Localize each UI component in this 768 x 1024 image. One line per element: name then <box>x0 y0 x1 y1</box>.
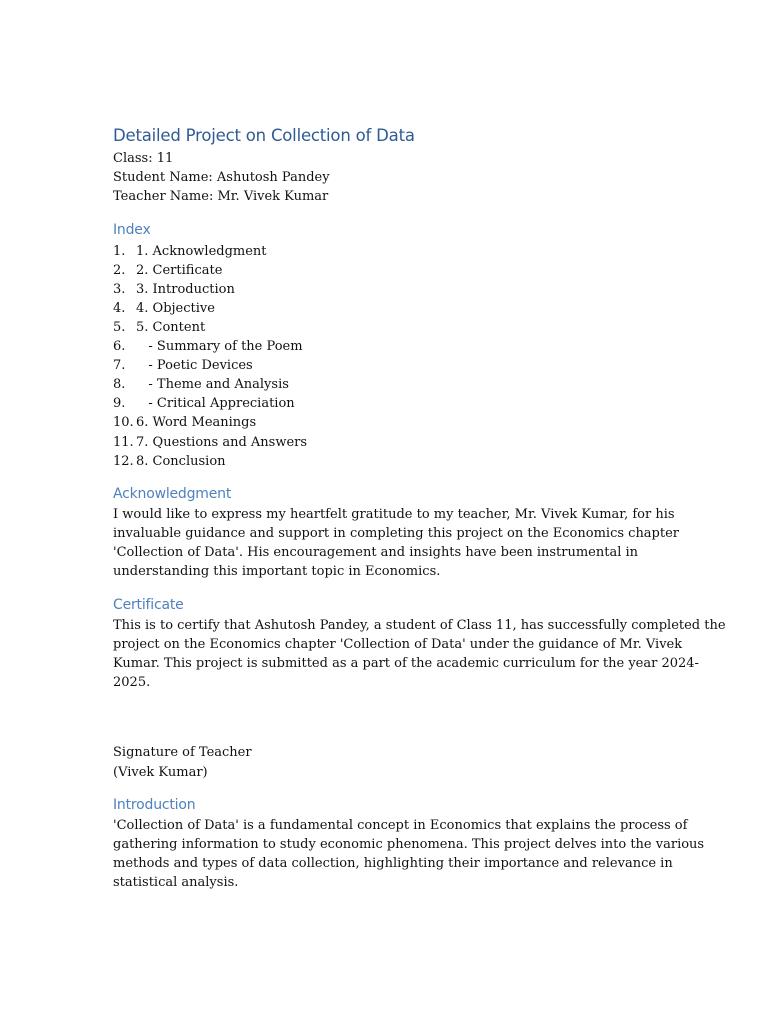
list-item-number: 4. <box>113 300 126 316</box>
list-item <box>113 242 658 261</box>
list-item-number: 6. <box>113 339 126 355</box>
index-list <box>113 242 658 471</box>
certificate-heading: Certificate <box>113 596 184 613</box>
student-name-line: Student Name: Ashutosh Pandey <box>113 170 330 186</box>
list-item-number: 3. <box>113 281 126 297</box>
list-item <box>113 452 658 471</box>
introduction-paragraph <box>113 816 705 893</box>
acknowledgment-paragraph <box>113 505 680 582</box>
list-item-number: 10. <box>113 415 134 431</box>
paragraph-line: methods and types of data collection, highlighting their importance and relevance in <box>113 856 673 872</box>
teacher-name-line: Teacher Name: Mr. Vivek Kumar <box>113 189 329 205</box>
introduction-heading: Introduction <box>113 796 196 813</box>
paragraph-line: 'Collection of Data' is a fundamental concept in Economics that explains the process of <box>113 817 688 833</box>
paragraph-line: project on the Economics chapter 'Collection of Data' under the guidance of Mr. Vivek <box>113 636 683 652</box>
list-item-number: 11. <box>113 434 134 450</box>
document-title: Detailed Project on Collection of Data <box>113 126 415 145</box>
document-page <box>113 124 726 893</box>
list-item <box>113 299 658 318</box>
list-item-number: 8. <box>113 377 126 393</box>
list-item-text: 6. Word Meanings <box>136 415 257 431</box>
list-item <box>113 280 658 299</box>
list-item <box>113 337 658 356</box>
list-item <box>113 318 658 337</box>
list-item <box>113 433 658 452</box>
list-item-number: 1. <box>113 243 126 259</box>
list-item-number: 2. <box>113 262 126 278</box>
list-item-text: - Theme and Analysis <box>136 377 289 393</box>
list-item <box>113 394 658 413</box>
list-item-text: 2. Certificate <box>136 262 223 278</box>
signature-label: Signature of Teacher <box>113 745 252 761</box>
list-item-text: 3. Introduction <box>136 281 235 297</box>
paragraph-line: 'Collection of Data'. His encouragement and insights have been instrumental in <box>113 545 639 561</box>
signature-name: (Vivek Kumar) <box>113 764 208 780</box>
list-item-text: - Summary of the Poem <box>136 339 303 355</box>
list-item-text: 7. Questions and Answers <box>136 434 308 450</box>
certificate-paragraph <box>113 616 726 693</box>
paragraph-line: 2025. <box>113 675 151 691</box>
list-item-number: 12. <box>113 453 134 469</box>
list-item-text: - Critical Appreciation <box>136 396 295 412</box>
list-item-text: - Poetic Devices <box>136 358 253 374</box>
paragraph-line: gathering information to study economic phenomena. This project delves into the various <box>113 836 705 852</box>
certificate-section <box>113 595 726 782</box>
list-item <box>113 375 658 394</box>
acknowledgment-heading: Acknowledgment <box>113 485 232 502</box>
list-item-text: 5. Content <box>136 319 206 335</box>
signature-block <box>113 743 658 781</box>
paragraph-line: Kumar. This project is submitted as a part of the academic curriculum for the year 2024- <box>113 655 699 671</box>
paragraph-line: I would like to express my heartfelt gratitude to my teacher, Mr. Vivek Kumar, for his <box>113 506 675 522</box>
list-item-number: 5. <box>113 319 126 335</box>
class-line: Class: 11 <box>113 151 174 166</box>
list-item <box>113 413 658 432</box>
acknowledgment-section <box>113 484 680 582</box>
list-item-number: 7. <box>113 358 126 374</box>
list-item <box>113 356 658 375</box>
introduction-section <box>113 795 705 893</box>
index-heading: Index <box>113 221 151 238</box>
list-item-text: 8. Conclusion <box>136 453 226 469</box>
list-item-number: 9. <box>113 396 126 412</box>
paragraph-line: invaluable guidance and support in completing this project on the Economics chapter <box>113 525 680 541</box>
index-section <box>113 220 658 471</box>
list-item-text: 4. Objective <box>136 300 215 316</box>
document-meta <box>113 149 658 207</box>
list-item-text: 1. Acknowledgment <box>136 243 267 259</box>
list-item <box>113 261 658 280</box>
paragraph-line: This is to certify that Ashutosh Pandey, a student of Class 11, has successfully completed the <box>113 617 726 633</box>
paragraph-line: understanding this important topic in Economics. <box>113 564 441 580</box>
paragraph-line: statistical analysis. <box>113 875 239 891</box>
